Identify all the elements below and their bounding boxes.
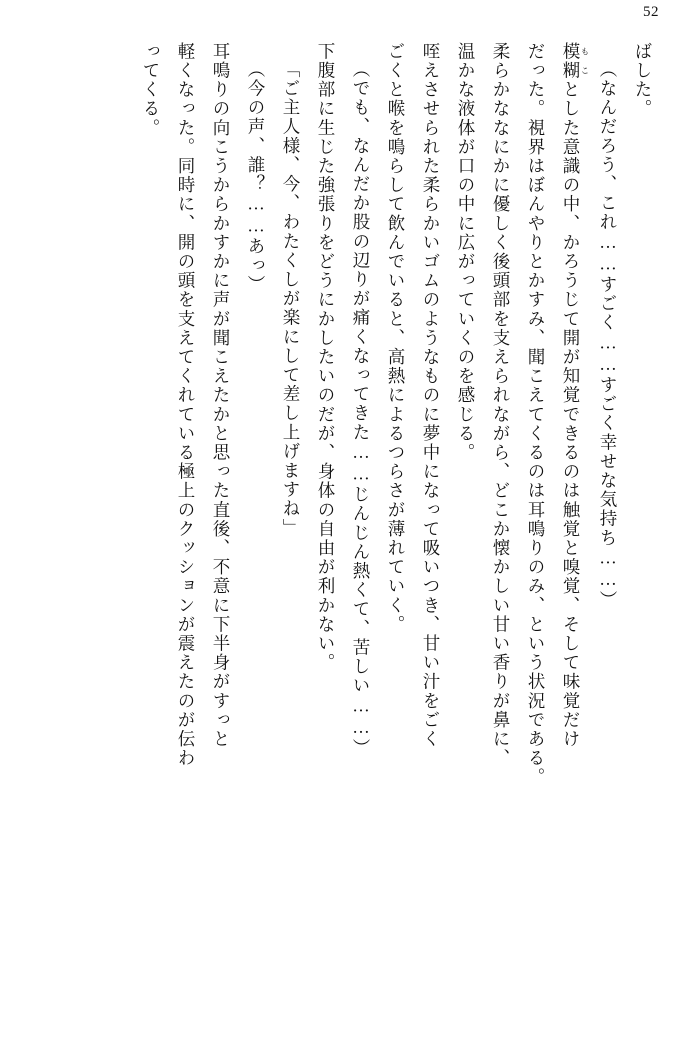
text-line: 軽くなった。同時に、開の頭を支えてくれている極上のクッションが震えたのが伝わ [176,42,196,768]
ruby-moko: 模糊 もこ [561,42,590,81]
text-line: 柔らかななにかに優しく後頭部を支えられながら、どこか懐かしい甘い香りが鼻に、 [491,42,511,768]
text-line: 下腹部に生じた強張りをどうにかしたいのだが、身体の自由が利かない。 [316,42,336,673]
text-line: （なんだろう、これ……すごく……すごく幸せな気持ち……） [598,60,618,610]
text-line: 耳鳴りの向こうからかすかに声が聞こえたかと思った直後、不意に下半身がすっと [211,42,231,749]
ruby-text: もこ [580,42,590,81]
text-line: （今の声、誰？……あっ） [246,60,266,295]
page-text-body [30,42,660,1012]
text-line: 咥えさせられた柔らかいゴムのようなものに夢中になって吸いつき、甘い汁をごく [421,42,441,749]
text-line: だった。視界はぼんやりとかすみ、聞こえてくるのは耳鳴りのみ、という状況である。 [526,42,546,787]
text-line: ごくと喉を鳴らして飲んでいると、高熱によるつらさが薄れていく。 [386,42,406,635]
text-line: ってくる。 [141,42,161,138]
text-line-dialogue: 「ご主人様、今、わたくしが楽にして差し上げますね」 [281,60,301,538]
text-line: ばした。 [633,42,653,119]
text-line: 温かな液体が口の中に広がっていくのを感じる。 [456,42,476,463]
page-number: 52 [643,4,659,20]
text-line-with-ruby: 模糊 もことした意識の中、かろうじて開が知覚できるのは触覚と嗅覚、そして味覚だけ [561,42,590,749]
text-line: （でも、なんだか股の辺りが痛くなってきた……じんじん熱くて、苦しい……） [351,60,371,758]
